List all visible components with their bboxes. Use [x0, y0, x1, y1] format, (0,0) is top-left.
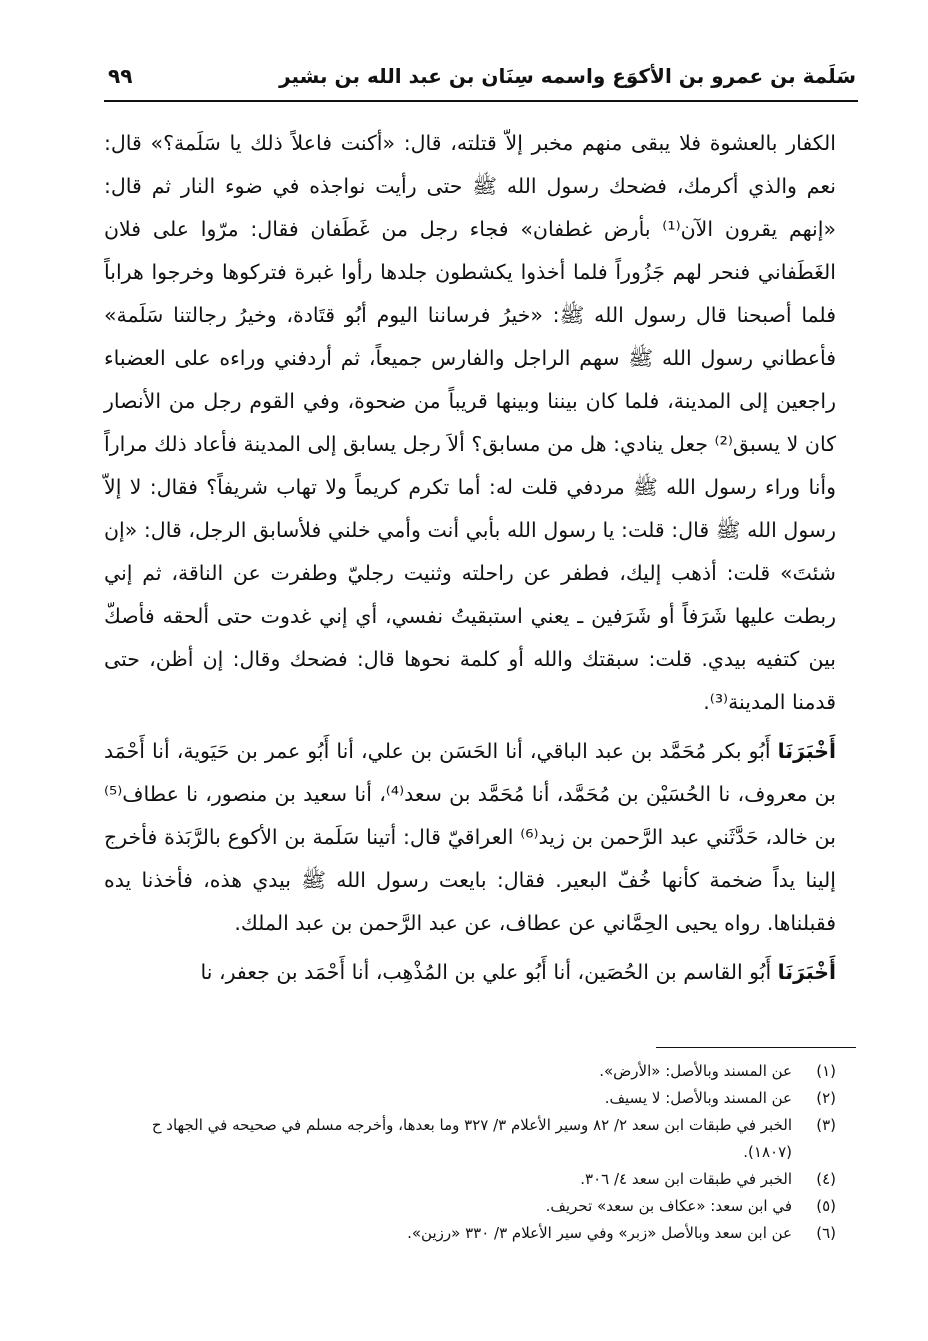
paragraph-text: أَبُو بكر مُحَمَّد بن عبد الباقي، أنا الحَسَن بن علي، أنا أَبُو عمر بن حَيَوية، أنا أَحْمَد بن معروف، نا الحُسَيْن بن مُحَمَّد، أنا مُحَمَّد بن سعد⁽⁴⁾، أنا سعيد بن منصور، نا عطاف⁽⁵⁾ بن خالد، حَدَّثَني عبد الرَّحمن بن زيد⁽⁶⁾ العراقيّ قال: أتينا سَلَمة بن الأكوع بالرَّبَذة فأخرج إلينا يداً ضخمة كأنها خُفّ البعير. فقال: بايعت رسول الله ﷺ بيدي هذه، فأخذنا يده فقبلناها. رواه يحيى الحِمَّاني عن عطاف، عن عبد الرَّحمن بن عبد الملك.: [104, 739, 836, 935]
page-header: [108, 62, 856, 94]
footnote-number: (٥): [816, 1197, 836, 1215]
footnote: [104, 1193, 836, 1220]
footnote: [104, 1085, 836, 1112]
footnote: [104, 1112, 836, 1166]
footnote-text: عن المسند وبالأصل: لا يسيف.: [604, 1089, 792, 1107]
paragraph-text: أَبُو القاسم بن الحُصَين، أنا أَبُو علي بن المُذْهِب، أنا أَحْمَد بن جعفر، نا: [200, 960, 778, 984]
paragraph: [104, 730, 836, 945]
paragraph: [104, 951, 836, 994]
page-number: ٩٩: [108, 64, 133, 88]
footnote-text: في ابن سعد: «عكاف بن سعد» تحريف.: [545, 1197, 792, 1215]
header-rule: [104, 100, 858, 102]
footnote-number: (٣): [816, 1116, 836, 1134]
footnote-text: عن المسند وبالأصل: «الأرض».: [599, 1062, 792, 1080]
paragraph: [104, 122, 836, 724]
footnote-number: (٦): [816, 1224, 836, 1242]
footnote-number: (٤): [816, 1170, 836, 1188]
footnote-text: الخبر في طبقات ابن سعد ٢/ ٨٢ وسير الأعلام ٣/ ٣٢٧ وما بعدها، وأخرجه مسلم في صحيحه في الجهاد ح (١٨٠٧).: [151, 1116, 792, 1161]
running-title: سَلَمة بن عمرو بن الأكوَع واسمه سِنَان بن عبد الله بن بشير: [279, 64, 856, 88]
footnote: [104, 1166, 836, 1193]
paragraph-lead: أَخْبَرَنَا: [777, 739, 836, 763]
footnote-text: الخبر في طبقات ابن سعد ٤/ ٣٠٦.: [580, 1170, 792, 1188]
footnote-number: (١): [816, 1062, 836, 1080]
footnote-number: (٢): [816, 1089, 836, 1107]
footnote: [104, 1058, 836, 1085]
footnotes: [104, 1058, 836, 1247]
footnote: [104, 1220, 836, 1247]
paragraph-lead: أَخْبَرَنَا: [777, 960, 836, 984]
footnote-rule: [656, 1047, 856, 1048]
paragraph-text: الكفار بالعشوة فلا يبقى منهم مخبر إلاّ قتلته، قال: «أكنت فاعلاً ذلك يا سَلَمة؟» قال: نعم والذي أكرمك، فضحك رسول الله ﷺ حتى رأيت نواجذه في ضوء النار ثم قال: «إنهم يقرون الآن⁽¹⁾ بأرض غطفان» فجاء رجل من غَطَفان فقال: مرّوا على فلان الغَطَفاني فنحر لهم جَزُوراً فلما أخذوا يكشطون جلدها رأوا غبرة فتركوها وخرجوا هراباً فلما أصبحنا قال رسول الله ﷺ: «خيرُ فرساننا اليوم أبُو قتَادة، وخيرُ رجالتنا سَلَمة» فأعطاني رسول الله ﷺ سهم الراجل والفارس جميعاً، ثم أردفني وراءه على العضباء راجعين إلى المدينة، فلما كان بيننا وبينها قريباً من ضحوة، وفي القوم رجل من الأنصار كان لا يسبق⁽²⁾ جعل ينادي: هل من مسابق؟ ألاَ رجل يسابق إلى المدينة فأعاد ذلك مراراً وأنا وراء رسول الله ﷺ مردفي قلت له: أما تكرم كريماً ولا تهاب شريفاً؟ فقال: لا إلاّ رسول الله ﷺ قال: قلت: يا رسول الله بأبي أنت وأمي خلني فلأسابق الرجل، قال: «إن شئتَ» قلت: أذهب إليك، فطفر عن راحلته وثنيت رجليّ وطفرت عن الناقة، ثم إني ربطت عليها شَرَفاً أو شَرَفين ـ يعني استبقيتُ نفسي، أي إني غدوت حتى ألحقه فأصكّ بين كتفيه بيدي. قلت: سبقتك والله أو كلمة نحوها قال: فضحك وقال: إن أظن، حتى قدمنا المدينة⁽³⁾.: [104, 131, 836, 714]
footnote-text: عن ابن سعد وبالأصل «زبر» وفي سير الأعلام ٣/ ٣٣٠ «رزين».: [407, 1224, 792, 1242]
main-text: [104, 122, 836, 994]
